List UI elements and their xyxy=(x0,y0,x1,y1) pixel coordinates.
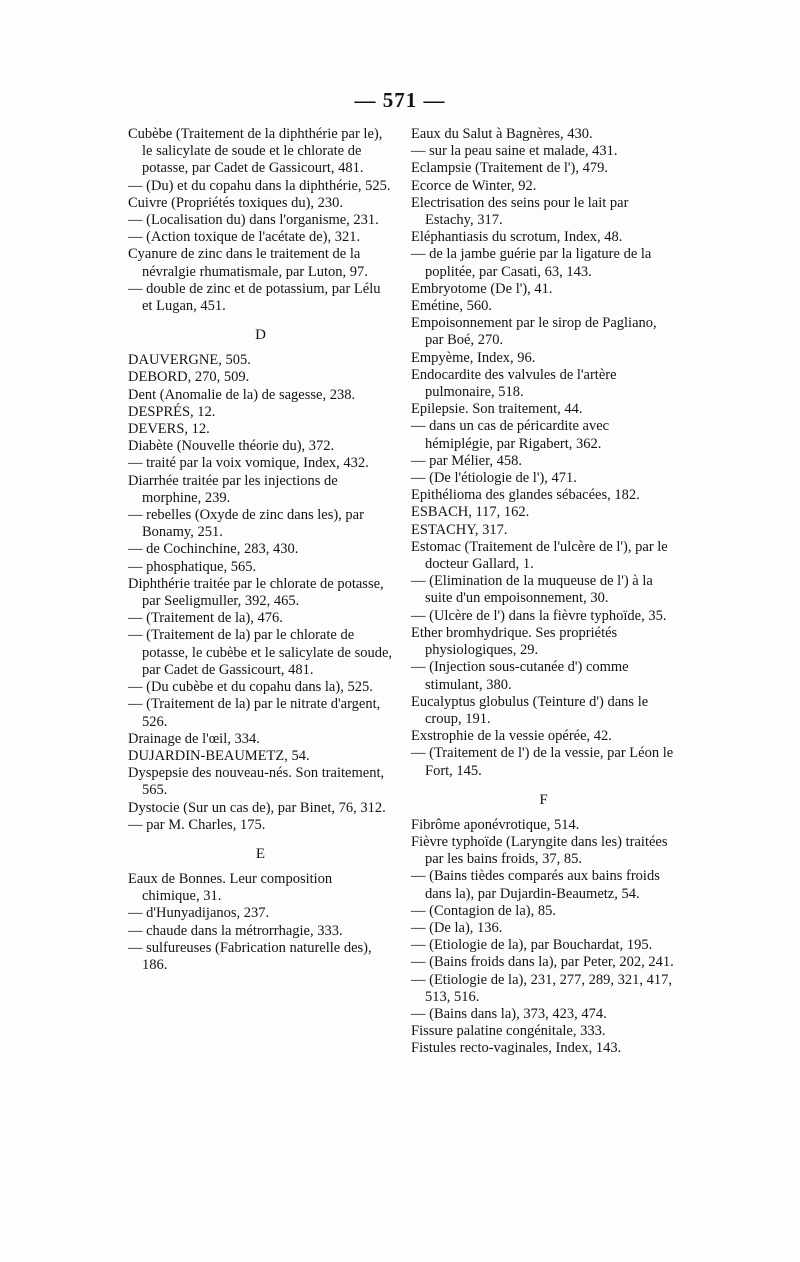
index-entry: — phosphatique, 565. xyxy=(128,558,257,575)
index-entry: — (Localisation du) dans l'organisme, 231. xyxy=(128,212,379,229)
index-entry: — (Bains froids dans la), par Peter, 202, 241. xyxy=(411,954,674,971)
index-entry: Diarrhée traitée par les injections de morphine, 239. xyxy=(128,472,338,506)
index-entry: — (Ulcère de l') dans la fièvre typhoïde, 35. xyxy=(411,607,667,624)
index-entry: — (Traitement de la), 476. xyxy=(128,610,283,627)
index-entry: Diabète (Nouvelle théorie du), 372. xyxy=(128,438,335,455)
index-entry: Estomac (Traitement de l'ulcère de l'), par le docteur Gallard, 1. xyxy=(411,538,668,573)
index-entry: — (Etiologie de la), par Bouchardat, 195. xyxy=(411,937,653,954)
index-entry: — d'Hunyadijanos, 237. xyxy=(128,905,270,922)
index-entry: ESBACH, 117, 162. xyxy=(411,504,530,521)
index-entry: Eclampsie (Traitement de l'), 479. xyxy=(411,160,608,177)
index-entry: — rebelles (Oxyde de zinc dans les), par Bonamy, 251. xyxy=(128,507,364,541)
index-entry: DEBORD, 270, 509. xyxy=(128,369,250,386)
index-entry: — sur la peau saine et malade, 431. xyxy=(411,143,618,160)
index-entry: Dystocie (Sur un cas de), par Binet, 76, 312. xyxy=(128,799,386,816)
index-entry: Emétine, 560. xyxy=(411,298,492,315)
index-entry: — traité par la voix vomique, Index, 432. xyxy=(128,455,369,472)
index-entry: Eaux de Bonnes. Leur composition chimique, 31. xyxy=(128,870,333,905)
index-entry: — double de zinc et de potassium, par Lélu et Lugan, 451. xyxy=(128,280,381,315)
index-entry: — par M. Charles, 175. xyxy=(128,816,266,833)
index-entry: Electrisation des seins pour le lait par Estachy, 317. xyxy=(411,194,629,229)
index-entry: — (Elimination de la muqueuse de l') à la suite d'un empoisonnement, 30. xyxy=(411,573,653,607)
index-entry: Cyanure de zinc dans le traitement de la névralgie rhumatismale, par Luton, 97. xyxy=(128,246,368,280)
index-entry: — chaude dans la métrorrhagie, 333. xyxy=(128,922,343,939)
index-entry: Fistules recto-vaginales, Index, 143. xyxy=(411,1040,622,1057)
index-entry: Embryotome (De l'), 41. xyxy=(411,280,553,297)
index-entry: — (De l'étiologie de l'), 471. xyxy=(411,470,577,487)
index-entry: — (Du) et du copahu dans la diphthérie, 525. xyxy=(128,177,391,194)
index-entry: Cubèbe (Traitement de la diphthérie par le), le salicylate de soude et le chlorate de potasse, par Cadet de Gassicourt, 481. xyxy=(128,126,383,177)
index-entry: — (De la), 136. xyxy=(411,919,503,936)
index-entry: Fièvre typhoïde (Laryngite dans les) traitées par les bains froids, 37, 85. xyxy=(411,833,668,868)
index-entry: DAUVERGNE, 505. xyxy=(128,352,251,369)
left-column xyxy=(128,126,393,974)
index-entry: — (Traitement de l') de la vessie, par Léon le Fort, 145. xyxy=(411,745,674,779)
index-entry: — sulfureuses (Fabrication naturelle des), 186. xyxy=(128,939,372,973)
index-entry: Dent (Anomalie de la) de sagesse, 238. xyxy=(128,386,356,403)
index-entry: Empoisonnement par le sirop de Pagliano, par Boé, 270. xyxy=(411,315,657,349)
index-entry: — (Bains dans la), 373, 423, 474. xyxy=(411,1005,607,1022)
index-entry: Empyème, Index, 96. xyxy=(411,349,536,366)
index-entry: — (Action toxique de l'acétate de), 321. xyxy=(128,229,361,246)
index-entry: Diphthérie traitée par le chlorate de potasse, par Seeligmuller, 392, 465. xyxy=(128,575,384,610)
index-entry: Eucalyptus globulus (Teinture d') dans le croup, 191. xyxy=(411,693,649,727)
index-entry: DESPRÉS, 12. xyxy=(128,403,216,420)
index-entry: DEVERS, 12. xyxy=(128,421,210,438)
index-entry: — dans un cas de péricardite avec hémiplégie, par Rigabert, 362. xyxy=(411,418,610,452)
index-entry: — par Mélier, 458. xyxy=(411,452,522,469)
index-entry: DUJARDIN-BEAUMETZ, 54. xyxy=(128,747,310,764)
section-letter-d: D xyxy=(255,327,266,344)
index-entry: ESTACHY, 317. xyxy=(411,521,508,538)
index-entry: — (Injection sous-cutanée d') comme stimulant, 380. xyxy=(411,659,629,693)
index-entry: Fibrôme aponévrotique, 514. xyxy=(411,816,580,833)
index-entry: — (Etiologie de la), 231, 277, 289, 321, 417, 513, 516. xyxy=(411,971,672,1005)
index-entry: Fissure palatine congénitale, 333. xyxy=(411,1023,606,1040)
section-letter-f: F xyxy=(539,791,548,808)
index-entry: Ether bromhydrique. Ses propriétés physiologiques, 29. xyxy=(411,624,618,659)
index-entry: — de la jambe guérie par la ligature de la poplitée, par Casati, 63, 143. xyxy=(411,246,652,280)
index-entry: Eaux du Salut à Bagnères, 430. xyxy=(411,126,593,142)
index-entry: — (Traitement de la) par le nitrate d'argent, 526. xyxy=(128,696,381,730)
index-entry: Epithélioma des glandes sébacées, 182. xyxy=(411,487,640,504)
index-entry: Exstrophie de la vessie opérée, 42. xyxy=(411,728,612,745)
index-entry: Drainage de l'œil, 334. xyxy=(128,730,260,747)
index-entry: Eléphantiasis du scrotum, Index, 48. xyxy=(411,229,623,246)
index-entry: — de Cochinchine, 283, 430. xyxy=(128,541,299,558)
index-entry: Ecorce de Winter, 92. xyxy=(411,177,537,194)
index-entry: Epilepsie. Son traitement, 44. xyxy=(411,401,583,418)
index-entry: — (Contagion de la), 85. xyxy=(411,902,556,919)
index-entry: — (Bains tièdes comparés aux bains froids dans la), par Dujardin-Beaumetz, 54. xyxy=(411,868,660,902)
section-letter-e: E xyxy=(255,845,266,862)
index-entry: — (Traitement de la) par le chlorate de potasse, le cubèbe et le salicylate de soude, par Cadet de Gassicourt, 481. xyxy=(128,627,393,678)
index-entry: Endocardite des valvules de l'artère pulmonaire, 518. xyxy=(411,366,617,401)
right-column xyxy=(411,126,676,1058)
index-entry: Dyspepsie des nouveau-nés. Son traitement, 565. xyxy=(128,765,385,799)
index-entry: Cuivre (Propriétés toxiques du), 230. xyxy=(128,194,344,211)
page-number: — 571 — xyxy=(354,88,446,112)
index-entry: — (Du cubèbe et du copahu dans la), 525. xyxy=(128,679,373,696)
